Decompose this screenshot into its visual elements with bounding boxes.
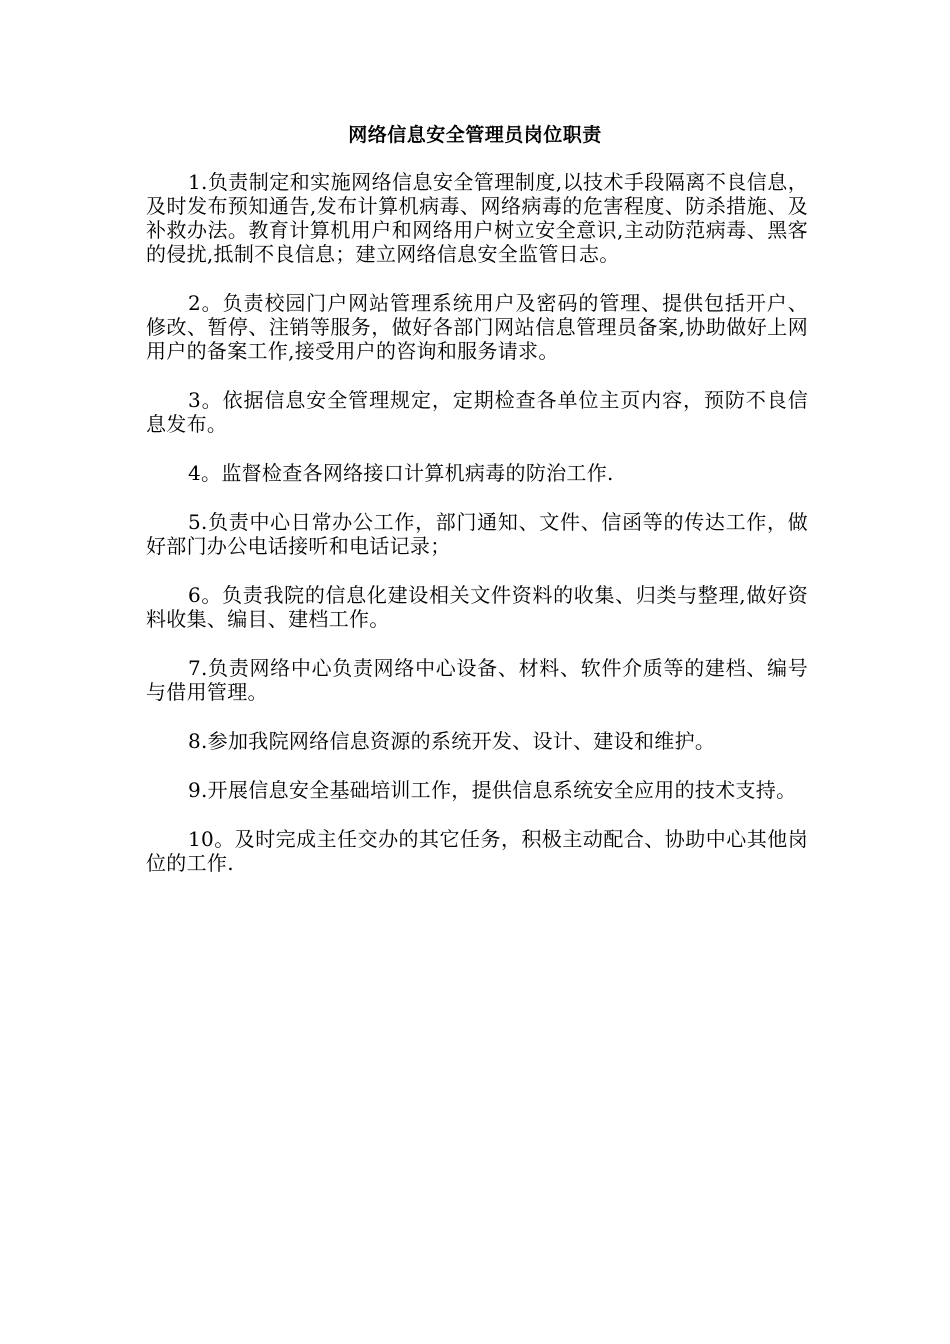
paragraph-4: 4。监督检查各网络接口计算机病毒的防治工作.: [188, 461, 614, 485]
paragraph-10: 10。及时完成主任交办的其它任务，积极主动配合、协助中心其他岗位的工作.: [146, 827, 808, 875]
paragraph-8: 8.参加我院网络信息资源的系统开发、设计、建设和维护。: [188, 729, 716, 753]
paragraph-3: 3。依据信息安全管理规定，定期检查各单位主页内容，预防不良信息发布。: [146, 388, 808, 436]
paragraph-6: 6。负责我院的信息化建设相关文件资料的收集、归类与整理,做好资料收集、编目、建档工作。: [146, 583, 808, 631]
paragraph-7: 7.负责网络中心负责网络中心设备、材料、软件介质等的建档、编号与借用管理。: [146, 656, 808, 704]
paragraph-1: 1.负责制定和实施网络信息安全管理制度,以技术手段隔离不良信息，及时发布预知通告,发布计算机病毒、网络病毒的危害程度、防杀措施、及补救办法。教育计算机用户和网络用户树立安全意识,主动防范病毒、黑客的侵扰,抵制不良信息；建立网络信息安全监管日志。: [146, 170, 808, 266]
document-body: [146, 170, 808, 900]
paragraph-9: 9.开展信息安全基础培训工作，提供信息系统安全应用的技术支持。: [188, 778, 797, 802]
paragraph-5: 5.负责中心日常办公工作，部门通知、文件、信函等的传达工作，做好部门办公电话接听和电话记录；: [146, 510, 808, 558]
paragraph-2: 2。负责校园门户网站管理系统用户及密码的管理、提供包括开户、修改、暂停、注销等服务，做好各部门网站信息管理员备案,协助做好上网用户的备案工作,接受用户的咨询和服务请求。: [146, 291, 808, 363]
document-title: 网络信息安全管理员岗位职责: [348, 124, 602, 146]
